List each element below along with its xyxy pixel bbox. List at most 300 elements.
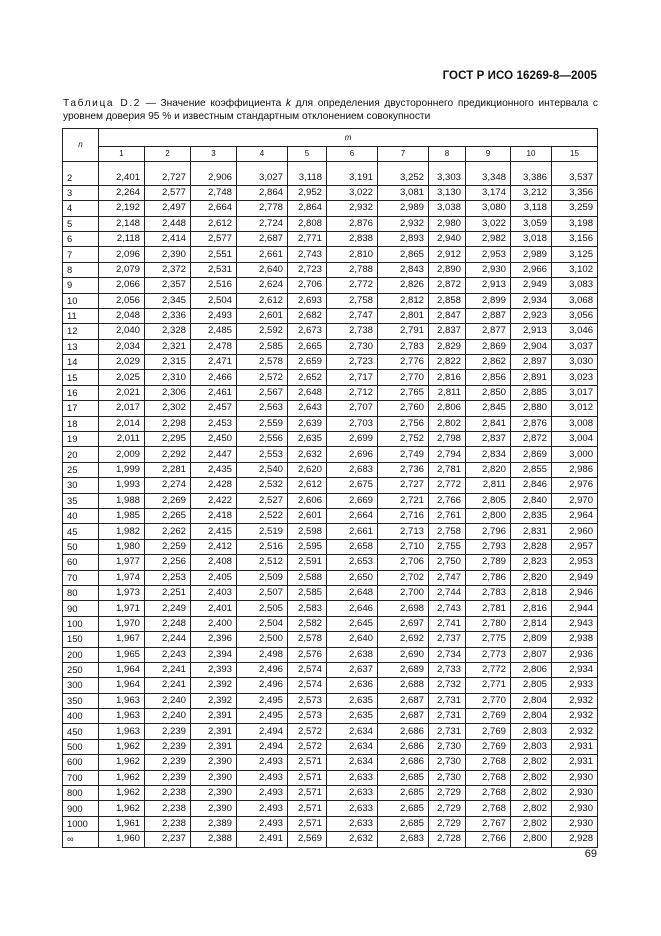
value-cell: 2,448	[145, 216, 191, 231]
value-cell: 2,877	[466, 324, 511, 339]
value-cell: 2,798	[429, 432, 466, 447]
value-cell: 2,118	[99, 231, 145, 246]
value-cell: 2,595	[288, 539, 327, 554]
table-row	[63, 786, 598, 801]
value-cell: 2,767	[466, 816, 511, 831]
value-cell: 2,634	[327, 739, 378, 754]
value-cell: 2,716	[378, 508, 429, 523]
row-n-cell: 90	[63, 601, 99, 616]
value-cell: 2,696	[327, 447, 378, 462]
value-cell: 2,931	[552, 755, 598, 770]
value-cell: 2,768	[466, 770, 511, 785]
value-cell: 2,940	[429, 231, 466, 246]
value-cell: 2,733	[429, 662, 466, 677]
value-cell: 2,683	[378, 832, 429, 847]
spacer-cell	[237, 162, 288, 171]
spacer-cell	[327, 162, 378, 171]
value-cell: 3,022	[327, 185, 378, 200]
value-cell: 1,962	[99, 755, 145, 770]
value-cell: 2,582	[288, 616, 327, 631]
value-cell: 2,494	[237, 739, 288, 754]
value-cell: 2,532	[237, 478, 288, 493]
value-cell: 2,953	[466, 247, 511, 262]
value-cell: 2,392	[191, 678, 237, 693]
value-cell: 2,986	[552, 462, 598, 477]
column-header: 9	[466, 147, 511, 162]
value-cell: 2,727	[378, 478, 429, 493]
value-cell: 2,685	[378, 770, 429, 785]
value-cell: 2,241	[145, 678, 191, 693]
value-cell: 2,913	[466, 278, 511, 293]
value-cell: 2,665	[288, 339, 327, 354]
value-cell: 2,876	[327, 216, 378, 231]
value-cell: 2,673	[288, 324, 327, 339]
value-cell: 2,633	[327, 816, 378, 831]
table-row	[63, 693, 598, 708]
value-cell: 2,522	[237, 508, 288, 523]
value-cell: 2,422	[191, 493, 237, 508]
value-cell: 2,805	[466, 493, 511, 508]
value-cell: 2,612	[237, 293, 288, 308]
table-row	[63, 570, 598, 585]
value-cell: 2,504	[237, 616, 288, 631]
value-cell: 2,768	[466, 801, 511, 816]
value-cell: 2,040	[99, 324, 145, 339]
value-cell: 2,689	[378, 662, 429, 677]
table-caption	[63, 97, 598, 123]
value-cell: 2,591	[288, 555, 327, 570]
value-cell: 2,687	[237, 231, 288, 246]
value-cell: 2,578	[288, 632, 327, 647]
value-cell: 2,265	[145, 508, 191, 523]
value-cell: 3,118	[511, 201, 552, 216]
value-cell: 3,212	[511, 185, 552, 200]
value-cell: 2,388	[191, 832, 237, 847]
value-cell: 2,904	[511, 339, 552, 354]
value-cell: 2,930	[552, 770, 598, 785]
value-cell: 2,952	[288, 185, 327, 200]
value-cell: 2,567	[237, 385, 288, 400]
value-cell: 2,281	[145, 462, 191, 477]
value-cell: 2,682	[288, 308, 327, 323]
value-cell: 2,933	[552, 678, 598, 693]
table-row	[63, 662, 598, 677]
table-row	[63, 632, 598, 647]
value-cell: 2,635	[288, 432, 327, 447]
value-cell: 3,056	[552, 308, 598, 323]
value-cell: 2,934	[552, 662, 598, 677]
value-cell: 2,783	[466, 585, 511, 600]
value-cell: 2,801	[378, 308, 429, 323]
table-row	[63, 770, 598, 785]
value-cell: 2,559	[237, 416, 288, 431]
value-cell: 2,302	[145, 401, 191, 416]
value-cell: 2,612	[288, 478, 327, 493]
value-cell: 2,816	[511, 601, 552, 616]
value-cell: 2,148	[99, 216, 145, 231]
value-cell: 2,906	[191, 170, 237, 185]
value-cell: 2,802	[511, 786, 552, 801]
row-n-cell: 2	[63, 170, 99, 185]
value-cell: 2,428	[191, 478, 237, 493]
spacer-cell	[191, 162, 237, 171]
value-cell: 2,781	[466, 601, 511, 616]
value-cell: 2,943	[552, 616, 598, 631]
row-n-cell: 13	[63, 339, 99, 354]
value-cell: 1,964	[99, 662, 145, 677]
value-cell: 2,802	[511, 816, 552, 831]
value-cell: 2,872	[511, 432, 552, 447]
value-cell: 2,802	[511, 801, 552, 816]
value-cell: 2,957	[552, 539, 598, 554]
value-cell: 2,643	[288, 401, 327, 416]
value-cell: 2,519	[237, 524, 288, 539]
value-cell: 2,731	[429, 709, 466, 724]
value-cell: 2,692	[378, 632, 429, 647]
value-cell: 2,687	[378, 693, 429, 708]
row-n-cell: 18	[63, 416, 99, 431]
value-cell: 2,766	[466, 832, 511, 847]
table-row	[63, 416, 598, 431]
value-cell: 3,102	[552, 262, 598, 277]
value-cell: 2,527	[237, 493, 288, 508]
value-cell: 2,598	[288, 524, 327, 539]
value-cell: 1,961	[99, 816, 145, 831]
value-cell: 3,356	[552, 185, 598, 200]
column-header: 3	[191, 147, 237, 162]
value-cell: 2,633	[327, 786, 378, 801]
value-cell: 2,802	[429, 416, 466, 431]
value-cell: 2,485	[191, 324, 237, 339]
value-cell: 2,274	[145, 478, 191, 493]
value-cell: 2,390	[191, 755, 237, 770]
value-cell: 2,505	[237, 601, 288, 616]
value-cell: 2,495	[237, 709, 288, 724]
row-n-cell: 30	[63, 478, 99, 493]
value-cell: 2,970	[552, 493, 598, 508]
value-cell: 2,401	[191, 601, 237, 616]
value-cell: 2,328	[145, 324, 191, 339]
value-cell: 2,932	[552, 724, 598, 739]
value-cell: 2,816	[429, 370, 466, 385]
value-cell: 2,563	[237, 401, 288, 416]
value-cell: 2,239	[145, 724, 191, 739]
row-n-cell: 250	[63, 662, 99, 677]
row-n-cell: 11	[63, 308, 99, 323]
value-cell: 2,756	[378, 416, 429, 431]
value-cell: 2,778	[237, 201, 288, 216]
value-cell: 1,999	[99, 462, 145, 477]
value-cell: 2,357	[145, 278, 191, 293]
value-cell: 2,572	[288, 739, 327, 754]
value-cell: 2,845	[466, 401, 511, 416]
value-cell: 2,835	[511, 508, 552, 523]
value-cell: 2,862	[466, 355, 511, 370]
value-cell: 2,048	[99, 308, 145, 323]
value-cell: 2,592	[237, 324, 288, 339]
value-cell: 2,572	[237, 370, 288, 385]
value-cell: 2,393	[191, 662, 237, 677]
spacer-cell	[466, 162, 511, 171]
value-cell: 2,496	[237, 678, 288, 693]
row-n-cell: 60	[63, 555, 99, 570]
value-cell: 2,773	[466, 647, 511, 662]
value-cell: 2,507	[237, 585, 288, 600]
row-n-cell: 8	[63, 262, 99, 277]
value-cell: 2,840	[511, 493, 552, 508]
row-n-cell: 5	[63, 216, 99, 231]
value-cell: 2,661	[327, 524, 378, 539]
table-row	[63, 185, 598, 200]
table-row	[63, 432, 598, 447]
value-cell: 3,083	[552, 278, 598, 293]
value-cell: 2,949	[552, 570, 598, 585]
value-cell: 2,743	[429, 601, 466, 616]
value-cell: 2,869	[466, 339, 511, 354]
value-cell: 2,829	[429, 339, 466, 354]
table-body	[63, 162, 598, 847]
value-cell: 2,493	[191, 308, 237, 323]
row-n-cell: 700	[63, 770, 99, 785]
spacer-cell	[429, 162, 466, 171]
value-cell: 2,512	[237, 555, 288, 570]
value-cell: 2,551	[191, 247, 237, 262]
value-cell: 2,017	[99, 401, 145, 416]
value-cell: 2,240	[145, 709, 191, 724]
value-cell: 2,843	[378, 262, 429, 277]
value-cell: 3,059	[511, 216, 552, 231]
value-cell: 1,971	[99, 601, 145, 616]
value-cell: 2,717	[327, 370, 378, 385]
table-row	[63, 216, 598, 231]
value-cell: 3,125	[552, 247, 598, 262]
value-cell: 2,771	[288, 231, 327, 246]
value-cell: 2,295	[145, 432, 191, 447]
value-cell: 3,018	[511, 231, 552, 246]
table-row	[63, 447, 598, 462]
value-cell: 2,966	[511, 262, 552, 277]
value-cell: 2,021	[99, 385, 145, 400]
value-cell: 2,729	[429, 786, 466, 801]
value-cell: 1,967	[99, 632, 145, 647]
value-cell: 2,721	[378, 493, 429, 508]
value-cell: 2,034	[99, 339, 145, 354]
value-cell: 2,796	[466, 524, 511, 539]
value-cell: 2,606	[288, 493, 327, 508]
value-cell: 2,403	[191, 585, 237, 600]
value-cell: 2,256	[145, 555, 191, 570]
value-cell: 2,706	[288, 278, 327, 293]
row-n-cell: 35	[63, 493, 99, 508]
value-cell: 2,401	[99, 170, 145, 185]
table-row	[63, 247, 598, 262]
value-cell: 2,658	[327, 539, 378, 554]
value-cell: 2,578	[237, 355, 288, 370]
row-header-n: n	[63, 129, 99, 162]
table-row	[63, 308, 598, 323]
value-cell: 3,038	[429, 201, 466, 216]
value-cell: 2,391	[191, 709, 237, 724]
value-cell: 2,664	[327, 508, 378, 523]
value-cell: 2,769	[466, 724, 511, 739]
value-cell: 2,391	[191, 724, 237, 739]
value-cell: 2,713	[378, 524, 429, 539]
value-cell: 2,577	[191, 231, 237, 246]
value-cell: 3,000	[552, 447, 598, 462]
value-cell: 2,837	[429, 324, 466, 339]
value-cell: 2,976	[552, 478, 598, 493]
value-cell: 2,435	[191, 462, 237, 477]
value-cell: 2,707	[327, 401, 378, 416]
value-cell: 2,804	[511, 709, 552, 724]
value-cell: 2,803	[511, 739, 552, 754]
row-n-cell: 70	[63, 570, 99, 585]
value-cell: 2,930	[466, 262, 511, 277]
document-code: ГОСТ Р ИСО 16269-8—2005	[442, 70, 597, 82]
value-cell: 2,396	[191, 632, 237, 647]
row-n-cell: 600	[63, 755, 99, 770]
value-cell: 3,537	[552, 170, 598, 185]
value-cell: 2,931	[552, 739, 598, 754]
value-cell: 2,724	[237, 216, 288, 231]
value-cell: 2,749	[378, 447, 429, 462]
value-cell: 2,758	[327, 293, 378, 308]
value-cell: 2,292	[145, 447, 191, 462]
value-cell: 2,336	[145, 308, 191, 323]
value-cell: 2,789	[466, 555, 511, 570]
value-cell: 2,244	[145, 632, 191, 647]
value-cell: 2,687	[378, 709, 429, 724]
value-cell: 2,239	[145, 739, 191, 754]
value-cell: 2,820	[511, 570, 552, 585]
value-cell: 2,640	[327, 632, 378, 647]
value-cell: 1,963	[99, 709, 145, 724]
table-row	[63, 616, 598, 631]
value-cell: 3,118	[288, 170, 327, 185]
row-n-cell: 400	[63, 709, 99, 724]
value-cell: 2,573	[288, 709, 327, 724]
value-cell: 2,685	[378, 786, 429, 801]
row-n-cell: 450	[63, 724, 99, 739]
value-cell: 2,253	[145, 570, 191, 585]
value-cell: 3,198	[552, 216, 598, 231]
value-cell: 2,887	[466, 308, 511, 323]
value-cell: 2,734	[429, 647, 466, 662]
value-cell: 2,450	[191, 432, 237, 447]
value-cell: 2,025	[99, 370, 145, 385]
value-cell: 2,769	[466, 709, 511, 724]
table-row	[63, 355, 598, 370]
value-cell: 2,946	[552, 585, 598, 600]
value-cell: 2,516	[237, 539, 288, 554]
value-cell: 2,577	[145, 185, 191, 200]
value-cell: 2,732	[429, 678, 466, 693]
value-cell: 2,659	[288, 355, 327, 370]
value-cell: 1,993	[99, 478, 145, 493]
value-cell: 2,932	[552, 709, 598, 724]
header-spacer-row	[63, 162, 598, 171]
value-cell: 2,930	[552, 786, 598, 801]
table-row	[63, 678, 598, 693]
value-cell: 2,876	[511, 416, 552, 431]
value-cell: 2,781	[429, 462, 466, 477]
value-cell: 2,780	[466, 616, 511, 631]
column-header: 6	[327, 147, 378, 162]
value-cell: 2,738	[327, 324, 378, 339]
value-cell: 2,571	[288, 755, 327, 770]
row-n-cell: 25	[63, 462, 99, 477]
value-cell: 2,783	[378, 339, 429, 354]
value-cell: 2,800	[511, 832, 552, 847]
value-cell: 2,744	[429, 585, 466, 600]
value-cell: 3,037	[552, 339, 598, 354]
value-cell: 2,648	[327, 585, 378, 600]
value-cell: 2,769	[466, 739, 511, 754]
value-cell: 2,728	[429, 832, 466, 847]
value-cell: 2,634	[327, 755, 378, 770]
value-cell: 2,831	[511, 524, 552, 539]
value-cell: 2,811	[466, 478, 511, 493]
value-cell: 2,585	[288, 585, 327, 600]
value-cell: 2,805	[511, 678, 552, 693]
value-cell: 2,310	[145, 370, 191, 385]
value-cell: 2,858	[429, 293, 466, 308]
value-cell: 2,964	[552, 508, 598, 523]
value-cell: 2,989	[378, 201, 429, 216]
table-row	[63, 478, 598, 493]
value-cell: 2,698	[378, 601, 429, 616]
value-cell: 2,891	[511, 370, 552, 385]
value-cell: 2,770	[466, 693, 511, 708]
page-number: 69	[584, 848, 597, 860]
value-cell: 2,298	[145, 416, 191, 431]
value-cell: 2,576	[288, 647, 327, 662]
spacer-cell	[288, 162, 327, 171]
value-cell: 2,504	[191, 293, 237, 308]
value-cell: 2,743	[288, 247, 327, 262]
value-cell: 2,390	[191, 770, 237, 785]
value-cell: 2,989	[511, 247, 552, 262]
value-cell: 2,569	[288, 832, 327, 847]
value-cell: 2,706	[378, 555, 429, 570]
value-cell: 3,252	[378, 170, 429, 185]
value-cell: 2,932	[378, 216, 429, 231]
table-row	[63, 739, 598, 754]
table-row	[63, 231, 598, 246]
value-cell: 2,731	[429, 724, 466, 739]
value-cell: 2,793	[466, 539, 511, 554]
value-cell: 3,174	[466, 185, 511, 200]
value-cell: 3,081	[378, 185, 429, 200]
value-cell: 2,238	[145, 786, 191, 801]
value-cell: 2,912	[429, 247, 466, 262]
value-cell: 1,963	[99, 724, 145, 739]
column-header: 4	[237, 147, 288, 162]
value-cell: 2,637	[327, 662, 378, 677]
value-cell: 2,872	[429, 278, 466, 293]
value-cell: 3,386	[511, 170, 552, 185]
value-cell: 2,661	[237, 247, 288, 262]
value-cell: 2,729	[429, 801, 466, 816]
value-cell: 2,400	[191, 616, 237, 631]
value-cell: 2,938	[552, 632, 598, 647]
value-cell: 2,772	[327, 278, 378, 293]
value-cell: 3,022	[466, 216, 511, 231]
value-cell: 2,723	[288, 262, 327, 277]
value-cell: 2,491	[237, 832, 288, 847]
value-cell: 2,645	[327, 616, 378, 631]
value-cell: 2,321	[145, 339, 191, 354]
